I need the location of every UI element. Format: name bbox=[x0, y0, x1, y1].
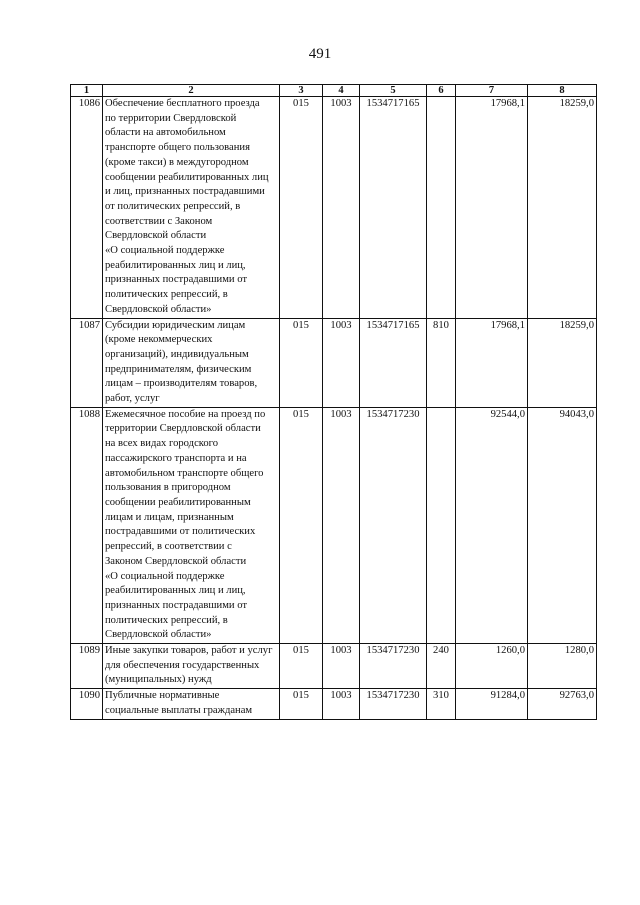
row-number: 1090 bbox=[71, 689, 103, 719]
cell-amount-col8: 92763,0 bbox=[528, 689, 597, 719]
cell-col6 bbox=[427, 407, 456, 643]
cell-col5: 1534717165 bbox=[360, 318, 427, 407]
cell-amount-col8: 1280,0 bbox=[528, 644, 597, 689]
cell-col5: 1534717165 bbox=[360, 97, 427, 319]
cell-col6: 310 bbox=[427, 689, 456, 719]
table-header-row bbox=[71, 85, 597, 97]
cell-col3: 015 bbox=[280, 97, 323, 319]
cell-amount-col7: 17968,1 bbox=[456, 318, 528, 407]
budget-table bbox=[70, 84, 597, 720]
row-description: Иные закупки товаров, работ и услуг для обеспечения государственных (муниципальных) нужд bbox=[103, 644, 280, 689]
row-description: Обеспечение бесплатного проезда по территории Свердловской области на автомобильном транспорте общего пользования (кроме такси) в междугородном сообщении реабилитированных лиц и лиц, признанных пострадавшими от политических репрессий, в соответствии с Законом Свердловской области «О социальной поддержке реабилитированных лиц и лиц, признанных пострадавшими от политических репрессий, в Свердловской области» bbox=[103, 97, 280, 319]
cell-col4: 1003 bbox=[323, 644, 360, 689]
cell-amount-col7: 92544,0 bbox=[456, 407, 528, 643]
cell-col5: 1534717230 bbox=[360, 644, 427, 689]
row-description: Субсидии юридическим лицам (кроме некоммерческих организаций), индивидуальным предпринимателям, физическим лицам – производителям товаров, работ, услуг bbox=[103, 318, 280, 407]
column-header: 1 bbox=[71, 85, 103, 97]
column-header: 2 bbox=[103, 85, 280, 97]
cell-amount-col7: 1260,0 bbox=[456, 644, 528, 689]
table-row bbox=[71, 97, 597, 319]
cell-amount-col7: 91284,0 bbox=[456, 689, 528, 719]
column-header: 4 bbox=[323, 85, 360, 97]
row-description: Публичные нормативные социальные выплаты гражданам bbox=[103, 689, 280, 719]
cell-col5: 1534717230 bbox=[360, 407, 427, 643]
column-header: 8 bbox=[528, 85, 597, 97]
table-row bbox=[71, 318, 597, 407]
row-description: Ежемесячное пособие на проезд по территории Свердловской области на всех видах городского пассажирского транспорта и на автомобильном транспорте общего пользования в пригородном сообщении реабилитированным лицам и лицам, признанным пострадавшими от политических репрессий, в соответствии с Законом Свердловской области «О социальной поддержке реабилитированных лиц и лиц, признанных пострадавшими от политических репрессий, в Свердловской области» bbox=[103, 407, 280, 643]
table-row bbox=[71, 644, 597, 689]
cell-col4: 1003 bbox=[323, 318, 360, 407]
cell-amount-col8: 18259,0 bbox=[528, 318, 597, 407]
page-number: 491 bbox=[308, 46, 332, 62]
table-row bbox=[71, 689, 597, 719]
row-number: 1086 bbox=[71, 97, 103, 319]
cell-col6: 240 bbox=[427, 644, 456, 689]
cell-col6: 810 bbox=[427, 318, 456, 407]
cell-col6 bbox=[427, 97, 456, 319]
cell-amount-col7: 17968,1 bbox=[456, 97, 528, 319]
row-number: 1087 bbox=[71, 318, 103, 407]
table-row bbox=[71, 407, 597, 643]
column-header: 5 bbox=[360, 85, 427, 97]
cell-col3: 015 bbox=[280, 644, 323, 689]
row-number: 1088 bbox=[71, 407, 103, 643]
cell-col4: 1003 bbox=[323, 97, 360, 319]
cell-amount-col8: 18259,0 bbox=[528, 97, 597, 319]
column-header: 6 bbox=[427, 85, 456, 97]
cell-col3: 015 bbox=[280, 689, 323, 719]
cell-col4: 1003 bbox=[323, 407, 360, 643]
cell-amount-col8: 94043,0 bbox=[528, 407, 597, 643]
cell-col4: 1003 bbox=[323, 689, 360, 719]
cell-col3: 015 bbox=[280, 407, 323, 643]
column-header: 7 bbox=[456, 85, 528, 97]
cell-col5: 1534717230 bbox=[360, 689, 427, 719]
row-number: 1089 bbox=[71, 644, 103, 689]
column-header: 3 bbox=[280, 85, 323, 97]
cell-col3: 015 bbox=[280, 318, 323, 407]
